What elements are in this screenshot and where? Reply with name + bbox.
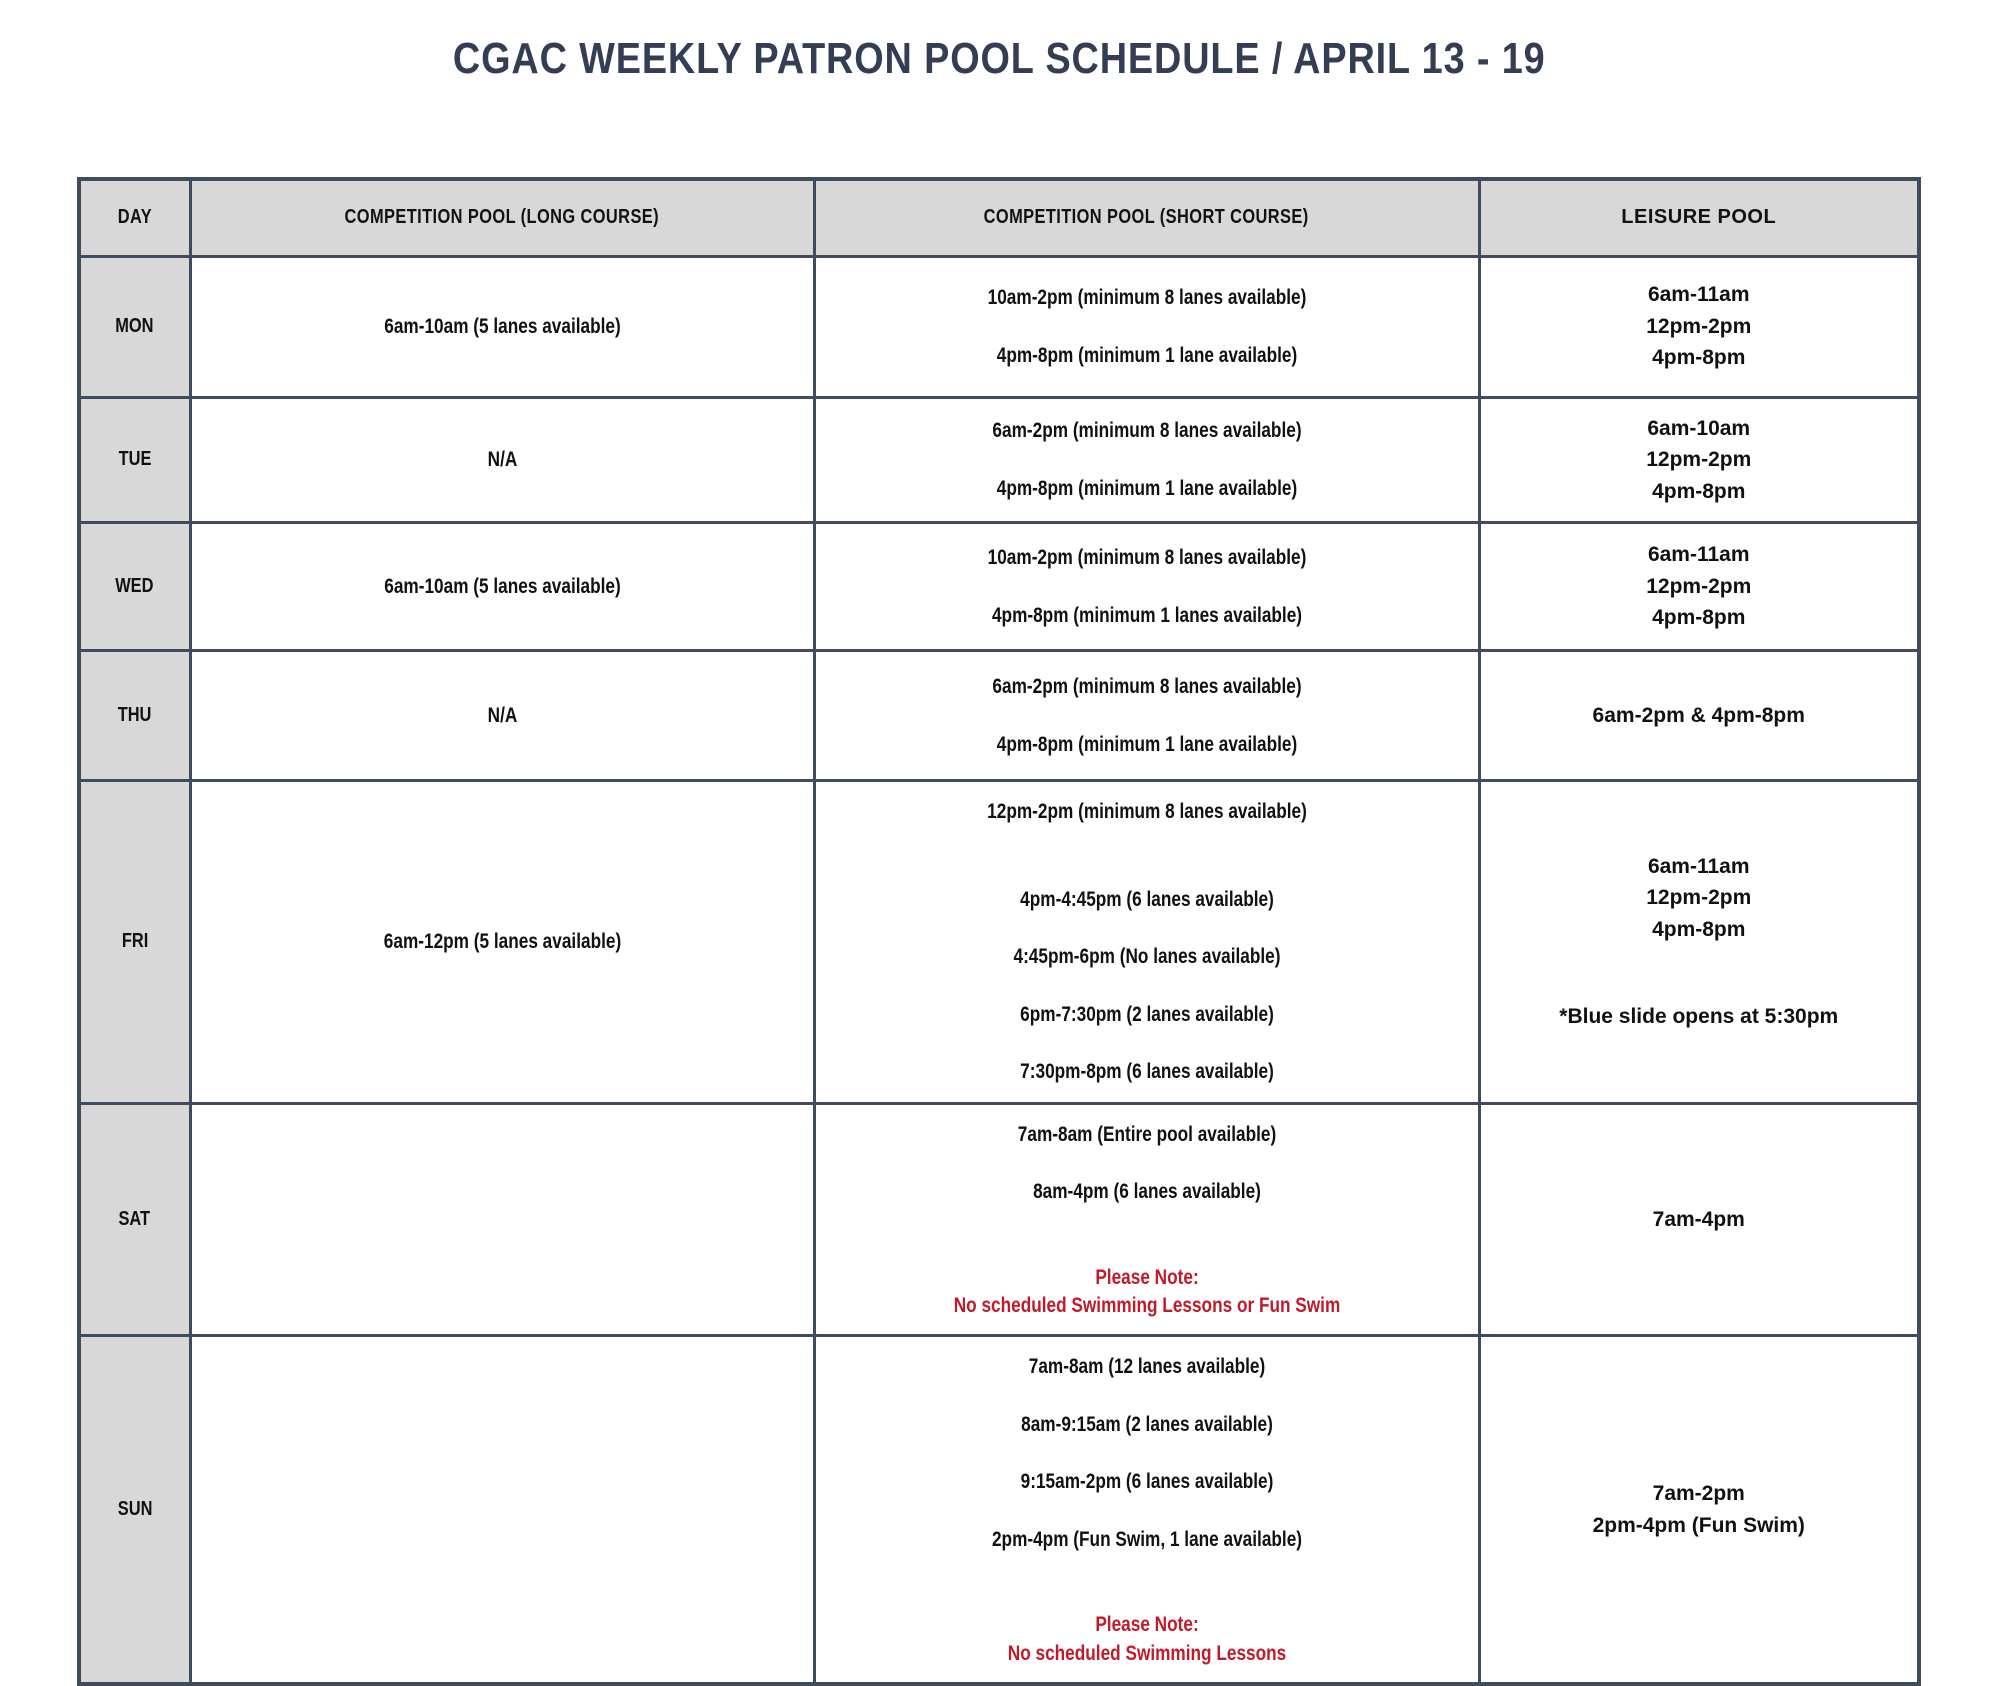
cell-wed-leisure	[1479, 523, 1919, 651]
header-leisure-pool	[1479, 179, 1919, 256]
schedule-line: N/A	[487, 703, 517, 727]
schedule-line: 8am-9:15am (2 lanes available)	[1020, 1412, 1273, 1436]
schedule-line: No scheduled Swimming Lessons	[1007, 1641, 1286, 1665]
day-cell-fri	[79, 781, 190, 1104]
cell-fri-short-course	[814, 781, 1479, 1104]
schedule-line: 10am-2pm (minimum 8 lanes available)	[987, 546, 1306, 569]
cell-tue-long-course	[190, 397, 814, 523]
schedule-line: 6am-2pm & 4pm-8pm	[1592, 703, 1805, 727]
cell-content	[1491, 1204, 1908, 1236]
schedule-line: 4pm-4:45pm (6 lanes available)	[1019, 887, 1274, 911]
time-block	[883, 671, 1409, 703]
time-block	[883, 282, 1409, 314]
schedule-line: 4pm-8pm (minimum 1 lane available)	[996, 343, 1297, 367]
cell-content	[883, 1119, 1409, 1321]
time-block	[883, 340, 1409, 372]
schedule-line: 6am-10am (5 lanes available)	[383, 574, 621, 598]
day-cell-tue	[79, 397, 190, 523]
header-day-label: DAY	[117, 206, 152, 229]
day-label: SAT	[118, 1207, 151, 1230]
time-block	[883, 542, 1409, 574]
time-block	[883, 473, 1409, 505]
schedule-line: 6am-11am	[1647, 283, 1750, 307]
day-label: THU	[117, 704, 152, 726]
cell-wed-long-course	[190, 523, 814, 651]
schedule-line: *Blue slide opens at 5:30pm	[1559, 1005, 1839, 1029]
schedule-row-tue	[79, 397, 1919, 523]
schedule-line: 6am-11am	[1647, 854, 1750, 878]
cell-sat-short-course	[814, 1103, 1479, 1336]
time-block	[1491, 1204, 1908, 1236]
schedule-line: 4pm-8pm	[1652, 917, 1746, 941]
schedule-line: 6am-10am (5 lanes available)	[383, 314, 621, 338]
schedule-line: 4pm-8pm (minimum 1 lane available)	[996, 732, 1297, 756]
cell-content	[1491, 700, 1908, 732]
schedule-line: Please Note:	[1094, 1265, 1199, 1289]
time-block	[256, 444, 749, 476]
cell-fri-long-course	[190, 781, 814, 1104]
time-block	[256, 700, 749, 732]
day-label: SUN	[117, 1498, 153, 1521]
cell-content	[256, 311, 749, 343]
time-block	[883, 941, 1409, 973]
cell-content	[256, 444, 749, 476]
cell-content	[256, 700, 749, 732]
time-block	[1491, 851, 1908, 946]
schedule-line: 4pm-8pm (minimum 1 lanes available)	[991, 603, 1302, 627]
cell-sun-leisure	[1479, 1336, 1919, 1684]
cell-content	[883, 282, 1409, 371]
header-long-course-label: COMPETITION POOL (LONG COURSE)	[344, 206, 660, 229]
schedule-line: 4pm-8pm	[1652, 346, 1746, 370]
time-block	[883, 1351, 1409, 1383]
cell-content	[883, 415, 1409, 504]
cell-tue-short-course	[814, 397, 1479, 523]
time-block	[256, 311, 749, 343]
pool-schedule-page	[0, 34, 1999, 1665]
schedule-line: 6am-2pm (minimum 8 lanes available)	[991, 419, 1302, 443]
note-block	[883, 1611, 1409, 1668]
cell-content	[1491, 1478, 1908, 1541]
schedule-line: 2pm-4pm (Fun Swim)	[1592, 1513, 1805, 1537]
schedule-line: 4pm-8pm	[1652, 606, 1746, 630]
time-block	[883, 600, 1409, 632]
cell-mon-long-course	[190, 256, 814, 397]
day-cell-sat	[79, 1103, 190, 1336]
schedule-line: 6am-11am	[1647, 543, 1750, 567]
header-row	[79, 179, 1919, 256]
schedule-line: 6am-12pm (5 lanes available)	[383, 930, 621, 953]
time-block	[1491, 700, 1908, 732]
cell-content	[883, 542, 1409, 631]
cell-sun-long-course	[190, 1336, 814, 1684]
schedule-line: 7:30pm-8pm (6 lanes available)	[1019, 1060, 1274, 1083]
cell-content	[1491, 539, 1908, 634]
schedule-row-sun	[79, 1336, 1919, 1684]
cell-sat-leisure	[1479, 1103, 1919, 1336]
day-cell-thu	[79, 651, 190, 781]
page-title-text: CGAC WEEKLY PATRON POOL SCHEDULE / APRIL 13 - 19	[453, 34, 1546, 83]
header-competition-pool-short-course	[814, 179, 1479, 256]
cell-sun-short-course	[814, 1336, 1479, 1684]
schedule-line: 12pm-2pm	[1646, 574, 1752, 598]
cell-wed-short-course	[814, 523, 1479, 651]
day-label: FRI	[121, 930, 148, 953]
cell-content	[883, 671, 1409, 760]
cell-thu-long-course	[190, 651, 814, 781]
time-block	[256, 926, 749, 958]
day-label: TUE	[118, 448, 152, 471]
cell-content	[1491, 413, 1908, 508]
cell-mon-short-course	[814, 256, 1479, 397]
time-block	[883, 1524, 1409, 1556]
header-competition-pool-long-course	[190, 179, 814, 256]
day-label: MON	[115, 315, 154, 337]
schedule-header	[79, 179, 1919, 256]
header-leisure-pool-label: LEISURE POOL	[1621, 206, 1777, 229]
schedule-line: 10am-2pm (minimum 8 lanes available)	[987, 286, 1306, 309]
schedule-row-wed	[79, 523, 1919, 651]
cell-content	[1491, 279, 1908, 374]
cell-thu-short-course	[814, 651, 1479, 781]
time-block	[883, 1056, 1409, 1088]
schedule-line: 7am-8am (Entire pool available)	[1017, 1122, 1276, 1146]
day-label: WED	[115, 575, 154, 597]
time-block	[1491, 413, 1908, 508]
schedule-table	[77, 177, 1921, 1686]
schedule-line: 7am-2pm	[1652, 1482, 1745, 1506]
header-day	[79, 179, 190, 256]
schedule-line: 12pm-2pm (minimum 8 lanes available)	[986, 800, 1307, 823]
schedule-line: 6am-2pm (minimum 8 lanes available)	[991, 675, 1302, 698]
schedule-row-sat	[79, 1103, 1919, 1336]
schedule-line: N/A	[487, 448, 517, 471]
schedule-line: 4:45pm-6pm (No lanes available)	[1012, 945, 1281, 968]
cell-content	[883, 796, 1409, 1088]
day-cell-wed	[79, 523, 190, 651]
time-block	[883, 999, 1409, 1031]
time-block	[883, 796, 1409, 828]
time-block	[883, 1119, 1409, 1151]
schedule-line: 9:15am-2pm (6 lanes available)	[1020, 1470, 1273, 1494]
day-cell-mon	[79, 256, 190, 397]
schedule-line: Please Note:	[1094, 1613, 1199, 1637]
note-block	[883, 1264, 1409, 1321]
page-title	[0, 34, 1999, 84]
schedule-line: 6pm-7:30pm (2 lanes available)	[1019, 1002, 1274, 1026]
time-block	[883, 729, 1409, 761]
schedule-body	[79, 256, 1919, 1684]
time-block	[1491, 1478, 1908, 1541]
cell-sat-long-course	[190, 1103, 814, 1336]
schedule-line: No scheduled Swimming Lessons or Fun Swim	[953, 1293, 1340, 1317]
time-block	[883, 1466, 1409, 1498]
time-block	[1491, 1001, 1908, 1033]
schedule-line: 7am-8am (12 lanes available)	[1028, 1355, 1265, 1379]
schedule-line: 7am-4pm	[1652, 1207, 1745, 1231]
cell-thu-leisure	[1479, 651, 1919, 781]
day-cell-sun	[79, 1336, 190, 1684]
time-block	[883, 1176, 1409, 1208]
schedule-row-thu	[79, 651, 1919, 781]
schedule-line: 4pm-8pm	[1652, 479, 1746, 503]
schedule-row-fri	[79, 781, 1919, 1104]
schedule-line: 4pm-8pm (minimum 1 lane available)	[996, 476, 1297, 500]
schedule-line: 12pm-2pm	[1646, 314, 1752, 338]
cell-mon-leisure	[1479, 256, 1919, 397]
cell-tue-leisure	[1479, 397, 1919, 523]
cell-fri-leisure	[1479, 781, 1919, 1104]
schedule-line: 12pm-2pm	[1646, 886, 1752, 910]
time-block	[883, 1409, 1409, 1441]
time-block	[883, 884, 1409, 916]
schedule-line: 2pm-4pm (Fun Swim, 1 lane available)	[991, 1527, 1302, 1551]
cell-content	[883, 1351, 1409, 1668]
time-block	[1491, 279, 1908, 374]
time-block	[1491, 539, 1908, 634]
schedule-line: 8am-4pm (6 lanes available)	[1032, 1180, 1261, 1203]
cell-content	[256, 571, 749, 603]
cell-content	[256, 926, 749, 958]
header-short-course-label: COMPETITION POOL (SHORT COURSE)	[984, 206, 1309, 229]
schedule-line: 12pm-2pm	[1646, 448, 1752, 471]
time-block	[256, 571, 749, 603]
schedule-row-mon	[79, 256, 1919, 397]
time-block	[883, 415, 1409, 447]
schedule-line: 6am-10am	[1647, 416, 1751, 440]
cell-content	[1491, 851, 1908, 1033]
